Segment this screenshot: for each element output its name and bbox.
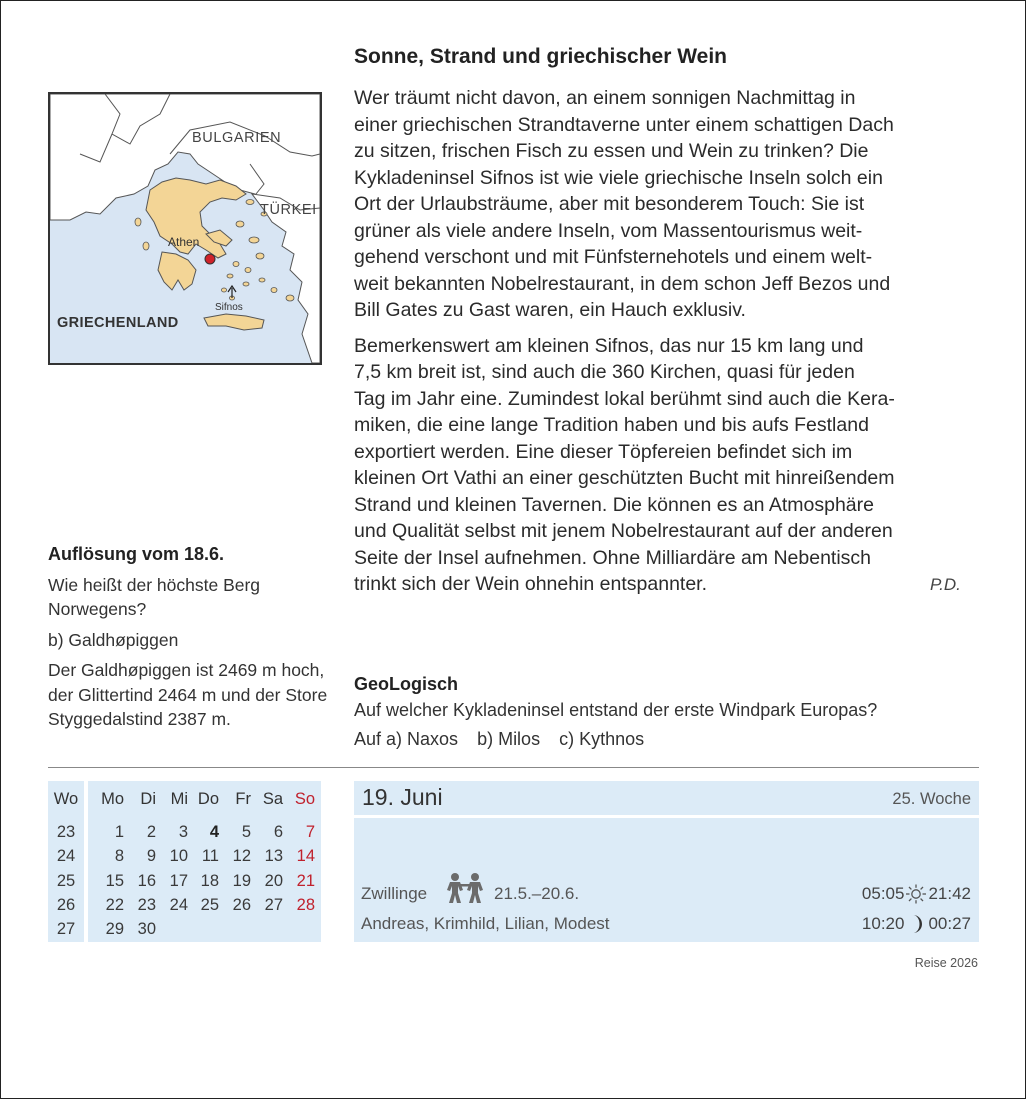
article-line: Bemerkenswert am kleinen Sifnos, das nur 15 km lang und xyxy=(354,334,864,357)
calendar-day: 9 xyxy=(146,847,156,865)
calendar-day: 11 xyxy=(201,847,219,865)
moonrise-time: 10:20 xyxy=(861,914,905,933)
calendar-day: 3 xyxy=(178,823,188,841)
calendar-day: 6 xyxy=(273,823,283,841)
map-label-athens: Athen xyxy=(168,235,200,249)
article-line: Wer träumt nicht davon, an einem sonnigen Nachmittag in xyxy=(354,87,856,109)
sunrise-time: 05:05 xyxy=(861,884,905,903)
calendar-day: 16 xyxy=(137,872,156,890)
map-label-bulgaria: BULGARIEN xyxy=(192,130,282,146)
calendar-day: 8 xyxy=(114,847,124,865)
calendar-day: 5 xyxy=(241,823,251,841)
calendar-header: Di xyxy=(140,790,156,808)
calendar-day: 15 xyxy=(105,872,124,890)
greece-map xyxy=(48,92,322,365)
sun-icon xyxy=(905,884,927,904)
geo-options xyxy=(354,725,984,754)
calendar-week-number: 26 xyxy=(56,896,76,914)
article-line: grüner als viele andere Inseln, vom Massentourismus weit- xyxy=(354,219,863,242)
geo-heading: GeoLogisch xyxy=(354,674,459,694)
calendar-day: 18 xyxy=(200,872,219,890)
calendar-day: 13 xyxy=(264,847,283,865)
quiz-solution xyxy=(48,542,328,738)
solution-question: Wie heißt der höchste Berg Norwegens? xyxy=(48,574,261,619)
footer-edition: Reise 2026 xyxy=(914,956,978,970)
article-line: und Qualität selbst mit jenem Nobelrestaurant auf der anderen xyxy=(354,520,893,542)
article-line: exportiert werden. Eine dieser Töpfereien befindet sich im xyxy=(354,440,853,463)
calendar-day: 19 xyxy=(232,872,251,890)
week-column-divider xyxy=(84,781,88,942)
calendar-day: 25 xyxy=(200,896,219,914)
geo-question: Auf welcher Kykladeninsel entstand der erste Windpark Europas? xyxy=(354,700,878,720)
article-line: weit bekannten Nobelrestaurant, in dem schon Jeff Bezos und xyxy=(354,272,891,295)
article-line: trinkt sich der Wein ohnehin entspannter. xyxy=(354,573,708,595)
solution-heading: Auflösung vom 18.6. xyxy=(48,544,225,564)
map-label-sifnos: Sifnos xyxy=(215,302,243,313)
calendar-header: So xyxy=(294,790,315,808)
article-line: Strand und kleinen Tavernen. Die können es an Atmosphäre xyxy=(354,493,874,516)
article-line: Tag im Jahr eine. Zumindest lokal berühmt sind auch die Kera- xyxy=(354,387,895,410)
day-info-box xyxy=(354,781,979,942)
month-calendar xyxy=(48,781,321,942)
calendar-week-number: 24 xyxy=(56,847,76,865)
calendar-day: 24 xyxy=(169,896,188,914)
calendar-day: 20 xyxy=(264,872,283,890)
article-line: gehend verschont und mit Fünfsternehotels und einem welt- xyxy=(354,246,873,268)
calendar-day: 4 xyxy=(209,823,219,841)
calendar-week-number: 25 xyxy=(56,872,76,890)
geo-quiz xyxy=(354,672,984,754)
name-days: Andreas, Krimhild, Lilian, Modest xyxy=(361,914,610,933)
article-body xyxy=(354,85,984,607)
week-number: 25. Woche xyxy=(892,790,971,808)
article-title: Sonne, Strand und griechischer Wein xyxy=(354,45,728,68)
calendar-header: Do xyxy=(197,790,219,808)
calendar-header: Wo xyxy=(53,790,79,808)
calendar-day: 1 xyxy=(114,823,124,841)
moon-times xyxy=(862,914,971,934)
article-paragraph-2 xyxy=(354,333,984,598)
zodiac-range: 21.5.–20.6. xyxy=(494,884,580,903)
article-line: Kykladeninsel Sifnos ist wie viele griechische Inseln solch ein xyxy=(354,166,883,189)
zodiac-sign: Zwillinge xyxy=(361,884,428,903)
article-line: zu sitzen, frischen Fisch zu essen und Wein zu trinken? Die xyxy=(354,140,869,162)
calendar-header: Mi xyxy=(170,790,188,808)
article-line: kleinen Ort Vathi an einer geschützten Bucht mit hinreißendem xyxy=(354,467,895,489)
article-paragraph-1 xyxy=(354,85,984,324)
article-line: einer griechischen Strandtaverne unter einem schattigen Dach xyxy=(354,113,894,136)
sun-times xyxy=(862,884,971,904)
solution-answer: b) Galdhøpiggen xyxy=(48,629,179,650)
solution-explanation: Der Galdhøpiggen ist 2469 m hoch, der Glittertind 2464 m und der Store Styggedalstind 2387 m. xyxy=(48,660,328,729)
calendar-day: 30 xyxy=(137,920,156,938)
calendar-day: 28 xyxy=(296,896,315,914)
day-date: 19. Juni xyxy=(362,784,443,810)
calendar-week-number: 27 xyxy=(56,920,76,938)
moonset-time: 00:27 xyxy=(928,914,971,933)
map-label-turkey: TÜRKEI xyxy=(260,202,317,218)
calendar-day: 10 xyxy=(169,847,188,865)
calendar-day: 17 xyxy=(169,872,188,890)
geo-option-a: Auf a) Naxos xyxy=(354,729,459,749)
sunset-time: 21:42 xyxy=(928,884,971,903)
calendar-day: 22 xyxy=(105,896,124,914)
calendar-header: Mo xyxy=(101,790,124,808)
calendar-day: 14 xyxy=(296,847,315,865)
geo-option-b: b) Milos xyxy=(477,729,541,749)
calendar-day: 23 xyxy=(137,896,156,914)
day-header xyxy=(354,781,979,818)
calendar-day: 27 xyxy=(264,896,283,914)
article-line: Bill Gates zu Gast waren, ein Hauch exklusiv. xyxy=(354,299,746,321)
calendar-day: 12 xyxy=(232,847,251,865)
map-label-greece: GRIECHENLAND xyxy=(57,315,179,331)
calendar-header: Fr xyxy=(235,790,251,808)
section-divider xyxy=(48,767,979,768)
calendar-week-number: 23 xyxy=(56,823,76,841)
calendar-day: 26 xyxy=(232,896,251,914)
calendar-day: 21 xyxy=(296,872,315,890)
gemini-icon xyxy=(441,872,491,904)
geo-option-c: c) Kythnos xyxy=(559,729,645,749)
moon-icon xyxy=(905,914,927,934)
calendar-day: 2 xyxy=(146,823,156,841)
calendar-day: 29 xyxy=(105,920,124,938)
article-line: miken, die eine lange Tradition haben und bis aufs Festland xyxy=(354,414,869,436)
calendar-day: 7 xyxy=(305,823,315,841)
article-line: 7,5 km breit ist, sind auch die 360 Kirchen, quasi für jeden xyxy=(354,361,855,383)
article-line: Seite der Insel aufnehmen. Ohne Milliardäre am Nebentisch xyxy=(354,546,872,569)
calendar-header: Sa xyxy=(262,790,283,808)
article-line: Ort der Urlaubsträume, aber mit besonderem Touch: Sie ist xyxy=(354,193,865,215)
article-author: P.D. xyxy=(930,575,961,594)
